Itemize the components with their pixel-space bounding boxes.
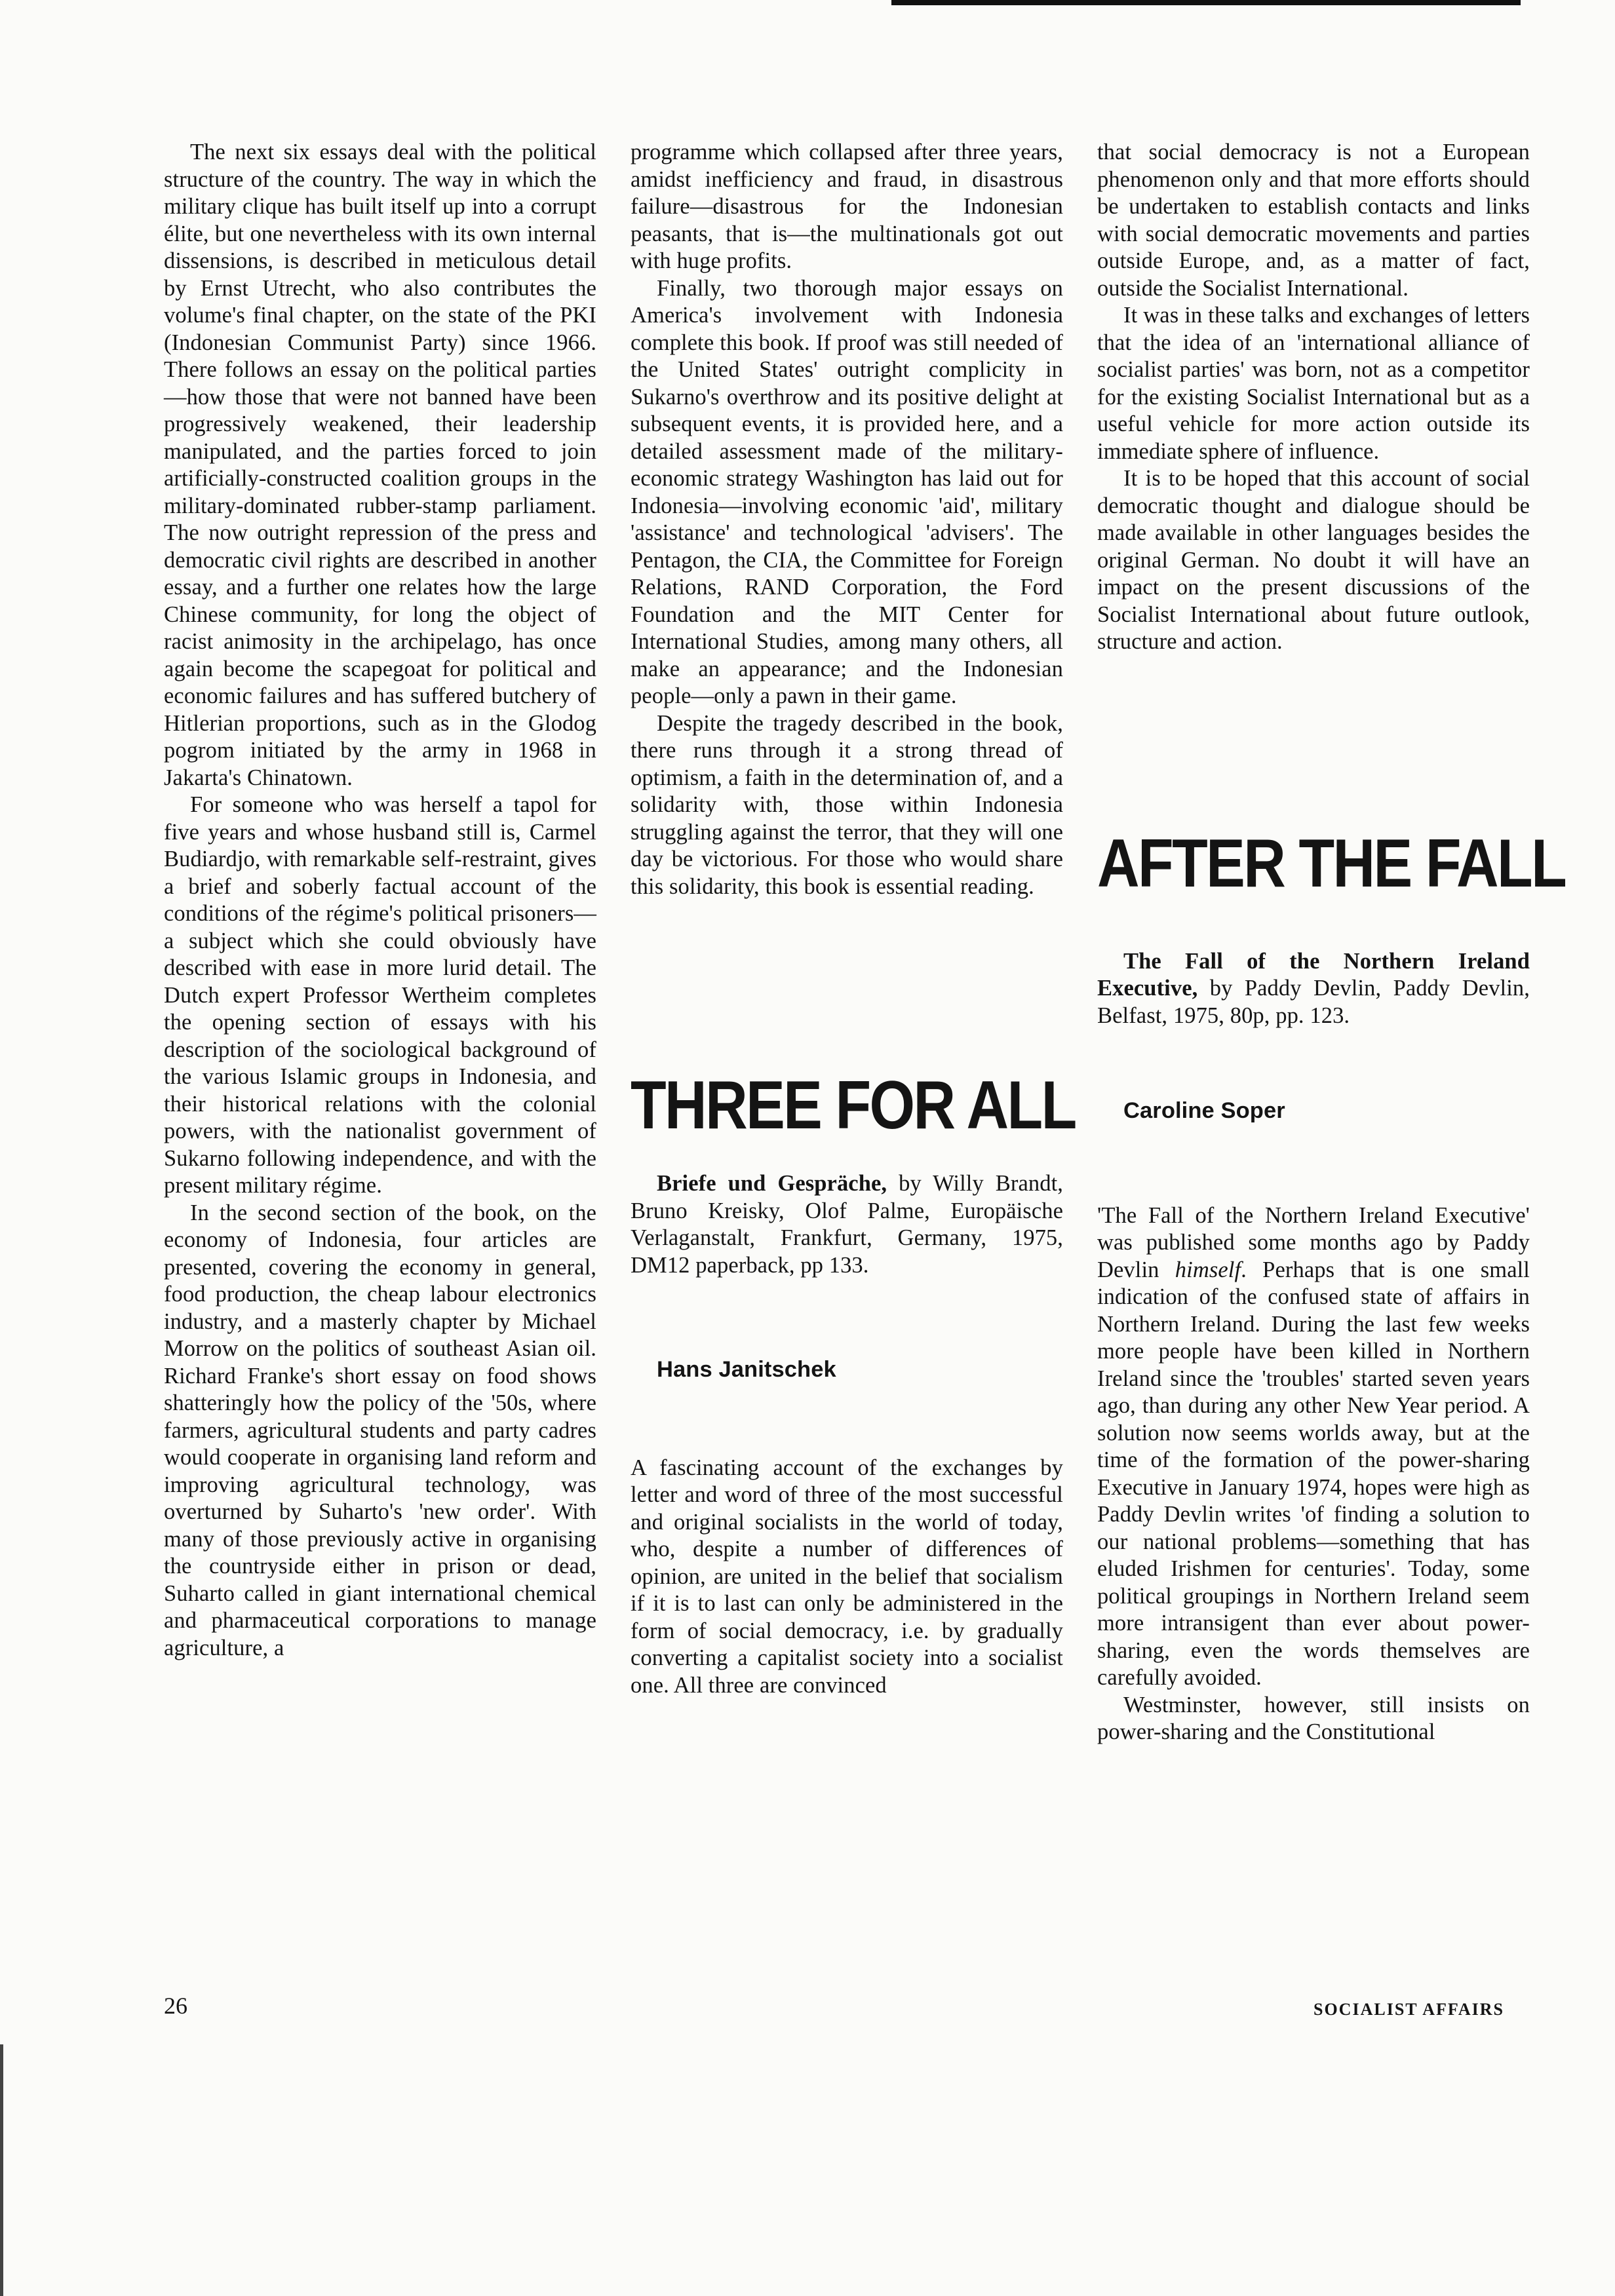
paragraph: Finally, two thorough major essays on America's involvement with Indonesia complete this book. If proof was still needed of the United States' outright complicity in Sukarno's overthrow and its positive delight at subsequent events, it is provided here, and a detailed assessment made of the military-economic strategy Washington has laid out for Indonesia—involving economic 'aid', military 'assistance' and technological 'advisers'. The Pentagon, the CIA, the Committee for Foreign Relations, RAND Corporation, the Ford Foundation and the MIT Center for International Studies, among many others, all make an appearance; and the Indonesian people—only a pawn in their game. <box>631 275 1063 708</box>
paragraph: It was in these talks and exchanges of letters that the idea of an 'international alliance of socialist parties' was born, not as a competitor for the existing Socialist International but as a useful vehicle for more action outside its immediate sphere of influence. <box>1097 303 1530 464</box>
review-author: Caroline Soper <box>1123 1098 1285 1123</box>
text-run: 'The Fall of the Northern Ireland Executive' was published some months ago by Paddy Devlin <box>1097 1202 1530 1282</box>
paragraph: A fascinating account of the exchanges by letter and word of three of the most successful and original socialists in the world of today, who, despite a number of differences of opinion, are united in the belief that socialism if it is to last can only be administered in the form of social democracy, i.e. by gradually converting a capitalist society into a socialist one. All three are convinced <box>631 1455 1063 1698</box>
paragraph: Westminster, however, still insists on power-sharing and the Constitutional <box>1097 1692 1530 1744</box>
book-citation <box>631 1170 1063 1279</box>
book-title: The Fall of the Northern Ireland Executive, <box>1097 948 1530 1001</box>
column-3 <box>1097 139 1566 1746</box>
review-author: Hans Janitschek <box>657 1357 836 1382</box>
paragraph: that social democracy is not a European phenomenon only and that more efforts should be undertaken to establish contacts and links with social democratic movements and parties outside Europe, and, as a matter of fact, outside the Socialist International. <box>1097 140 1530 301</box>
paragraph: The next six essays deal with the political structure of the country. The way in which the military clique has built itself up into a corrupt élite, but one nevertheless with its own internal dissensions, is described in meticulous detail by Ernst Utrecht, who also contributes the volume's final chapter, on the state of the PKI (Indonesian Communist Party) since 1966. There follows an essay on the political parties—how those that were not banned have been progressively weakened, their leadership manipulated, and the parties forced to join artificially-constructed coalition groups in the military-dominated rubber-stamp parliament. The now outright repression of the press and democratic civil rights are described in another essay, and a further one relates how the large Chinese community, for long the object of racist animosity in the archipelago, has once again become the scapegoat for political and economic failures and has suffered butchery of Hitlerian proportions, such as in the Glodog pogrom initiated by the army in 1968 in Jakarta's Chinatown. <box>164 140 596 790</box>
italic-text: himself <box>1175 1257 1241 1282</box>
book-title: Briefe und Gespräche, <box>657 1171 887 1196</box>
paragraph: In the second section of the book, on the economy of Indonesia, four articles are presented, covering the economy in general, food production, the cheap labour electronics industry, and a masterly chapter by Michael Morrow on the politics of southeast Asian oil. Richard Franke's short essay on food shows shatteringly how the policy of the '50s, where farmers, agricultural students and party cadres would cooperate in organising land reform and improving agricultural technology, was overturned by Suharto's 'new order'. With many of those previously active in organising the countryside either in prison or dead, Suharto called in giant international chemical and pharmaceutical corporations to manage agriculture, a <box>164 1200 596 1660</box>
text-run: . Perhaps that is one small indication of the confused state of affairs in Northern Ireland. During the last few weeks more people have been killed in Northern Ireland since the 'troubles' started seven years ago, than during any other New Year period. A solution now seems worlds away, but at the time of the formation of the power-sharing Executive in January 1974, hopes were high as Paddy Devlin writes 'of finding a solution to our national problems—something that has eluded Irishmen for centuries'. Today, some political groupings in Northern Ireland seem more intransigent than ever about power-sharing, even the words themselves are carefully avoided. <box>1097 1257 1530 1690</box>
column-1 <box>164 139 596 1662</box>
scan-edge <box>0 2044 3 2296</box>
paragraph: Despite the tragedy described in the book, there runs through it a strong thread of optimism, a faith in the determination of, and a solidarity with, those within Indonesia struggling against the terror, that they will one day be victorious. For those who would share this solidarity, this book is essential reading. <box>631 710 1063 899</box>
paragraph: programme which collapsed after three years, amidst inefficiency and fraud, in disastrous failure—disastrous for the Indonesian peasants, that is—the multinationals got out with huge profits. <box>631 140 1063 273</box>
running-title: SOCIALIST AFFAIRS <box>1313 2000 1504 2019</box>
page-number: 26 <box>164 1993 187 2019</box>
review-headline: THREE FOR ALL <box>631 1067 1076 1143</box>
paragraph: For someone who was herself a tapol for five years and whose husband still is, Carmel Budiardjo, with remarkable self-restraint, gives a brief and soberly factual account of the conditions of the régime's political prisoners—a subject which she could obviously have described with ease in more lurid detail. The Dutch expert Professor Wertheim completes the opening section of essays with his description of the sociological background of the various Islamic groups in Indonesia, and their historical relations with the colonial powers, with the nationalist government of Sukarno following independence, and with the present military régime. <box>164 792 596 1198</box>
citation-details: by Willy Brandt, Bruno Kreisky, Olof Palme, Europäische Verlaganstalt, Frankfurt, Germany, 1975, DM12 paperback, pp 133. <box>631 1171 1063 1278</box>
column-2 <box>631 139 1076 1699</box>
book-citation <box>1097 948 1530 1030</box>
paragraph: It is to be hoped that this account of social democratic thought and dialogue should be made available in other languages besides the original German. No doubt it will have an impact on the present discussions of the Socialist International about future outlook, structure and action. <box>1097 466 1530 654</box>
top-rule <box>891 0 1521 5</box>
citation-details: by Paddy Devlin, Paddy Devlin, Belfast, 1975, 80p, pp. 123. <box>1097 976 1530 1028</box>
paragraph <box>1097 1202 1530 1692</box>
review-headline: AFTER THE FALL <box>1097 825 1566 902</box>
